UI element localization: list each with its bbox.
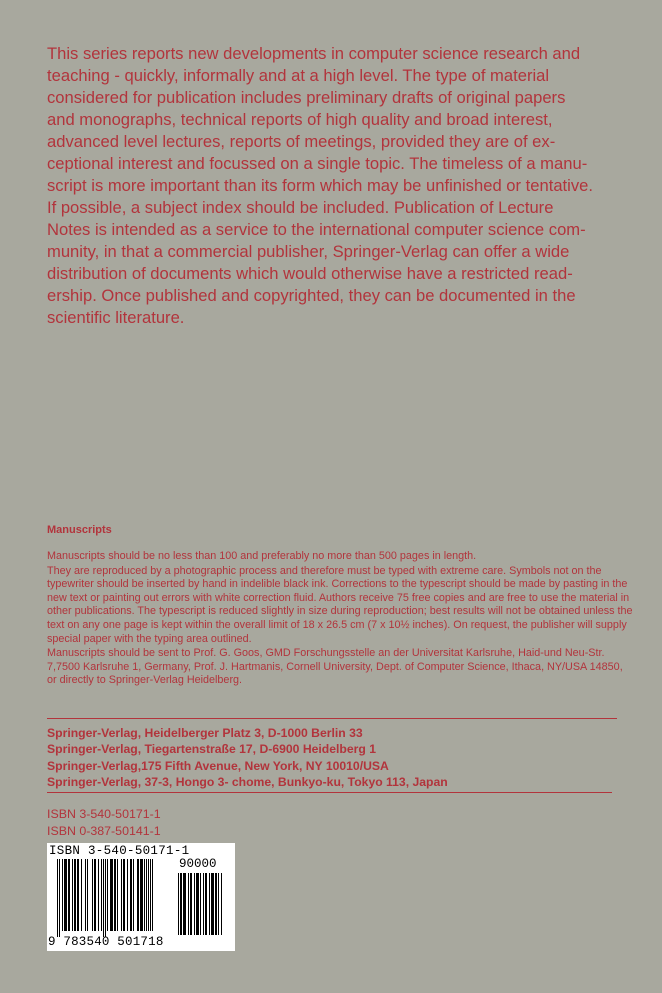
barcode-bar xyxy=(144,859,145,931)
barcode-bar xyxy=(64,859,67,931)
barcode-bar xyxy=(215,873,217,935)
barcode-bar xyxy=(123,859,125,931)
barcode-bar xyxy=(59,859,60,937)
isbn-block xyxy=(47,806,161,840)
address-berlin: Springer-Verlag, Heidelberger Platz 3, D-1000 Berlin 33 xyxy=(47,726,363,740)
barcode-bar xyxy=(133,859,134,931)
barcode-bar xyxy=(130,859,132,931)
barcode-bar xyxy=(218,873,219,935)
address-tokyo: Springer-Verlag, 37-3, Hongo 3- chome, Bunkyo-ku, Tokyo 113, Japan xyxy=(47,775,448,790)
series-line: advanced level lectures, reports of meetings, provided they are of ex- xyxy=(47,132,556,151)
barcode-bar xyxy=(107,859,108,931)
barcode-bar xyxy=(101,859,102,931)
barcode-bar xyxy=(57,859,58,937)
manuscripts-heading: Manuscripts xyxy=(47,524,112,536)
series-line: Notes is intended as a service to the international computer science com- xyxy=(47,220,586,239)
barcode-bar xyxy=(178,873,179,935)
barcode-bar xyxy=(117,859,118,931)
barcode-bar xyxy=(85,859,86,931)
series-line: munity, in that a commercial publisher, Springer-Verlag can offer a wide xyxy=(47,242,570,261)
series-line: considered for publication includes preliminary drafts of original papers xyxy=(47,88,566,107)
barcode-bar xyxy=(94,859,96,931)
barcode-bar xyxy=(81,859,82,931)
barcode-bar xyxy=(205,873,207,935)
barcode-bar xyxy=(74,859,76,931)
series-line: ceptional interest and focussed on a single topic. The timeless of a manu- xyxy=(47,154,588,173)
ean-barcode-bars xyxy=(57,859,169,937)
barcode-bar xyxy=(103,859,104,937)
barcode-bar xyxy=(196,873,199,935)
barcode-bar xyxy=(152,859,153,931)
barcode-bar xyxy=(203,873,204,935)
barcode-bar xyxy=(194,873,195,935)
barcode-bar xyxy=(137,859,139,931)
barcode-bar xyxy=(121,859,122,931)
manuscripts-body xyxy=(47,550,635,689)
barcode-bar xyxy=(200,873,201,935)
barcode-bar xyxy=(190,873,192,935)
barcode-bar xyxy=(180,873,182,935)
barcode-bar xyxy=(183,873,186,935)
barcode-bar xyxy=(209,873,210,935)
barcode-bar xyxy=(77,859,79,931)
barcode-digits: 9 783540 501718 xyxy=(48,935,164,949)
barcode-bar xyxy=(98,859,99,931)
isbn-secondary: ISBN 0-387-50141-1 xyxy=(47,824,161,838)
series-line: distribution of documents which would otherwise have a restricted read- xyxy=(47,264,573,283)
barcode-bar xyxy=(87,859,88,931)
isbn-primary: ISBN 3-540-50171-1 xyxy=(47,807,161,821)
manuscripts-typing-paragraph: They are reproduced by a photographic process and therefore must be typed with extreme care. Symbols not on the typewriter should be inserted by hand in indelible black ink. Corrections to the typescript should be made by pasting in the new text or painting out errors with white correction fluid. Authors receive 75 free copies and are free to use the material in other publications. The typescript is reduced slightly in size during reproduction; best results will not be obtained unless the text on any one page is kept within the overall limit of 18 x 26.5 cm (7 x 10½ inches). On request, the publisher will supply special paper with the typing area outlined. xyxy=(47,564,633,645)
address-heidelberg: Springer-Verlag, Tiegartenstraße 17, D-6900 Heidelberg 1 xyxy=(47,742,376,757)
addon-barcode-bars xyxy=(178,873,230,945)
publisher-addresses xyxy=(47,725,448,791)
barcode-bar xyxy=(148,859,149,931)
barcode-bar xyxy=(72,859,73,931)
barcode-bar xyxy=(62,859,63,931)
barcode-bar xyxy=(110,859,113,931)
barcode-bar xyxy=(105,859,106,937)
series-line: script is more important than its form which may be unfinished or tentative. xyxy=(47,176,593,195)
divider-bottom xyxy=(47,792,612,793)
series-description xyxy=(47,43,627,329)
series-line: teaching - quickly, informally and at a high level. The type of material xyxy=(47,66,550,85)
manuscripts-length-paragraph: Manuscripts should be no less than 100 and preferably no more than 500 pages in length. xyxy=(47,550,477,562)
series-line: and monographs, technical reports of high quality and broad interest, xyxy=(47,110,553,129)
barcode-bar xyxy=(221,873,222,935)
barcode-addon-number: 90000 xyxy=(179,857,217,871)
barcode-bar xyxy=(150,859,151,931)
barcode-bar xyxy=(114,859,116,931)
barcode-bar xyxy=(211,873,214,935)
barcode xyxy=(47,843,235,951)
barcode-bar xyxy=(140,859,143,931)
series-line: scientific literature. xyxy=(47,308,185,327)
series-line: If possible, a subject index should be included. Publication of Lecture xyxy=(47,198,554,217)
barcode-bar xyxy=(127,859,128,931)
barcode-bar xyxy=(68,859,70,931)
series-line: ership. Once published and copyrighted, they can be documented in the xyxy=(47,286,576,305)
barcode-bar xyxy=(146,859,147,931)
barcode-bar xyxy=(92,859,93,931)
manuscripts-submission-paragraph: Manuscripts should be sent to Prof. G. Goos, GMD Forschungsstelle an der Universitat Karlsruhe, Haid-und Neu-Str. 7,7500 Karlsruhe 1, Germany, Prof. J. Hartmanis, Cornell University, Dept. of Computer Science, Ithaca, NY/USA 14850, or directly to Springer-Verlag Heidelberg. xyxy=(47,647,623,687)
series-line: This series reports new developments in computer science research and xyxy=(47,44,581,63)
barcode-bar xyxy=(188,873,189,935)
barcode-isbn-text: ISBN 3-540-50171-1 xyxy=(49,844,190,858)
address-new-york: Springer-Verlag,175 Fifth Avenue, New York, NY 10010/USA xyxy=(47,758,389,773)
divider-top xyxy=(47,718,617,719)
